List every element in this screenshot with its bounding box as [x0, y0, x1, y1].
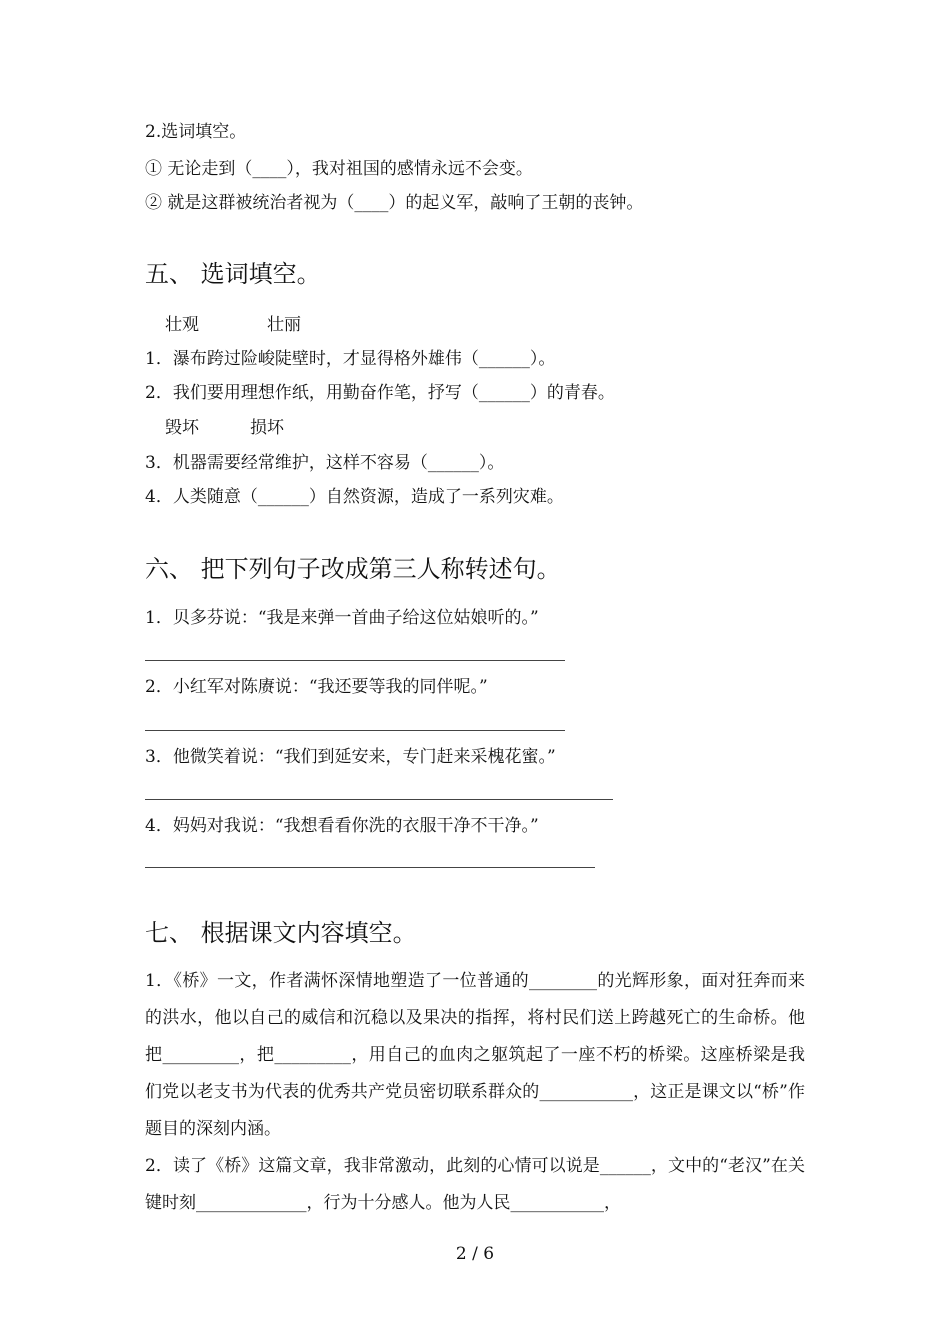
s6-answer-line-4[interactable]	[145, 867, 595, 868]
s5-question-3: 3．机器需要经常维护，这样不容易（______）。	[145, 453, 505, 473]
s5-word-choices-1: 壮观 壮丽	[165, 315, 301, 335]
s6-question-1: 1．贝多芬说：“我是来弹一首曲子给这位姑娘听的。”	[145, 608, 539, 628]
s6-answer-line-1[interactable]	[145, 660, 565, 661]
section-5-heading: 五、 选词填空。	[145, 260, 321, 288]
section-7-heading: 七、 根据课文内容填空。	[145, 919, 417, 947]
s6-question-3: 3．他微笑着说：“我们到延安来，专门赶来采槐花蜜。”	[145, 747, 556, 767]
s5-question-1: 1．瀑布跨过险峻陡壁时，才显得格外雄伟（______）。	[145, 349, 556, 369]
s7-paragraph-2: 2．读了《桥》这篇文章，我非常激动，此刻的心情可以说是______，文中的“老汉”在关键时刻_____________，行为十分感人。他为人民___________，	[145, 1156, 805, 1213]
s4-question-1: ① 无论走到（____），我对祖国的感情永远不会变。	[145, 159, 533, 179]
s5-question-2: 2．我们要用理想作纸，用勤奋作笔，抒写（______）的青春。	[145, 383, 615, 403]
s6-question-2: 2．小红军对陈赓说：“我还要等我的同伴呢。”	[145, 677, 488, 697]
s4-question-2: ② 就是这群被统治者视为（____）的起义军，敲响了王朝的丧钟。	[145, 193, 644, 213]
s5-word-choices-2: 毁坏 损坏	[165, 418, 284, 438]
section-6-heading: 六、 把下列句子改成第三人称转述句。	[145, 555, 561, 583]
s6-question-4: 4．妈妈对我说：“我想看看你洗的衣服干净不干净。”	[145, 816, 539, 836]
s6-answer-line-2[interactable]	[145, 730, 565, 731]
s4-tail-title: 2.选词填空。	[145, 122, 247, 142]
s6-answer-line-3[interactable]	[145, 799, 613, 800]
page-number: 2 / 6	[455, 1244, 495, 1264]
s7-paragraph-1: 1．《桥》一文，作者满怀深情地塑造了一位普通的________的光辉形象，面对狂奔而来的洪水，他以自己的威信和沉稳以及果决的指挥，将村民们送上跨越死亡的生命桥。他把_________，把_________，用自己的血肉之躯筑起了一座不朽的桥梁。这座桥梁是我们党以老支书为代表的优秀共产党员密切联系群众的___________，这正是课文以“桥”作题目的深刻内涵。	[145, 971, 805, 1139]
s5-question-4: 4．人类随意（______）自然资源，造成了一系列灾难。	[145, 487, 564, 507]
s7-paragraphs	[145, 963, 805, 1222]
